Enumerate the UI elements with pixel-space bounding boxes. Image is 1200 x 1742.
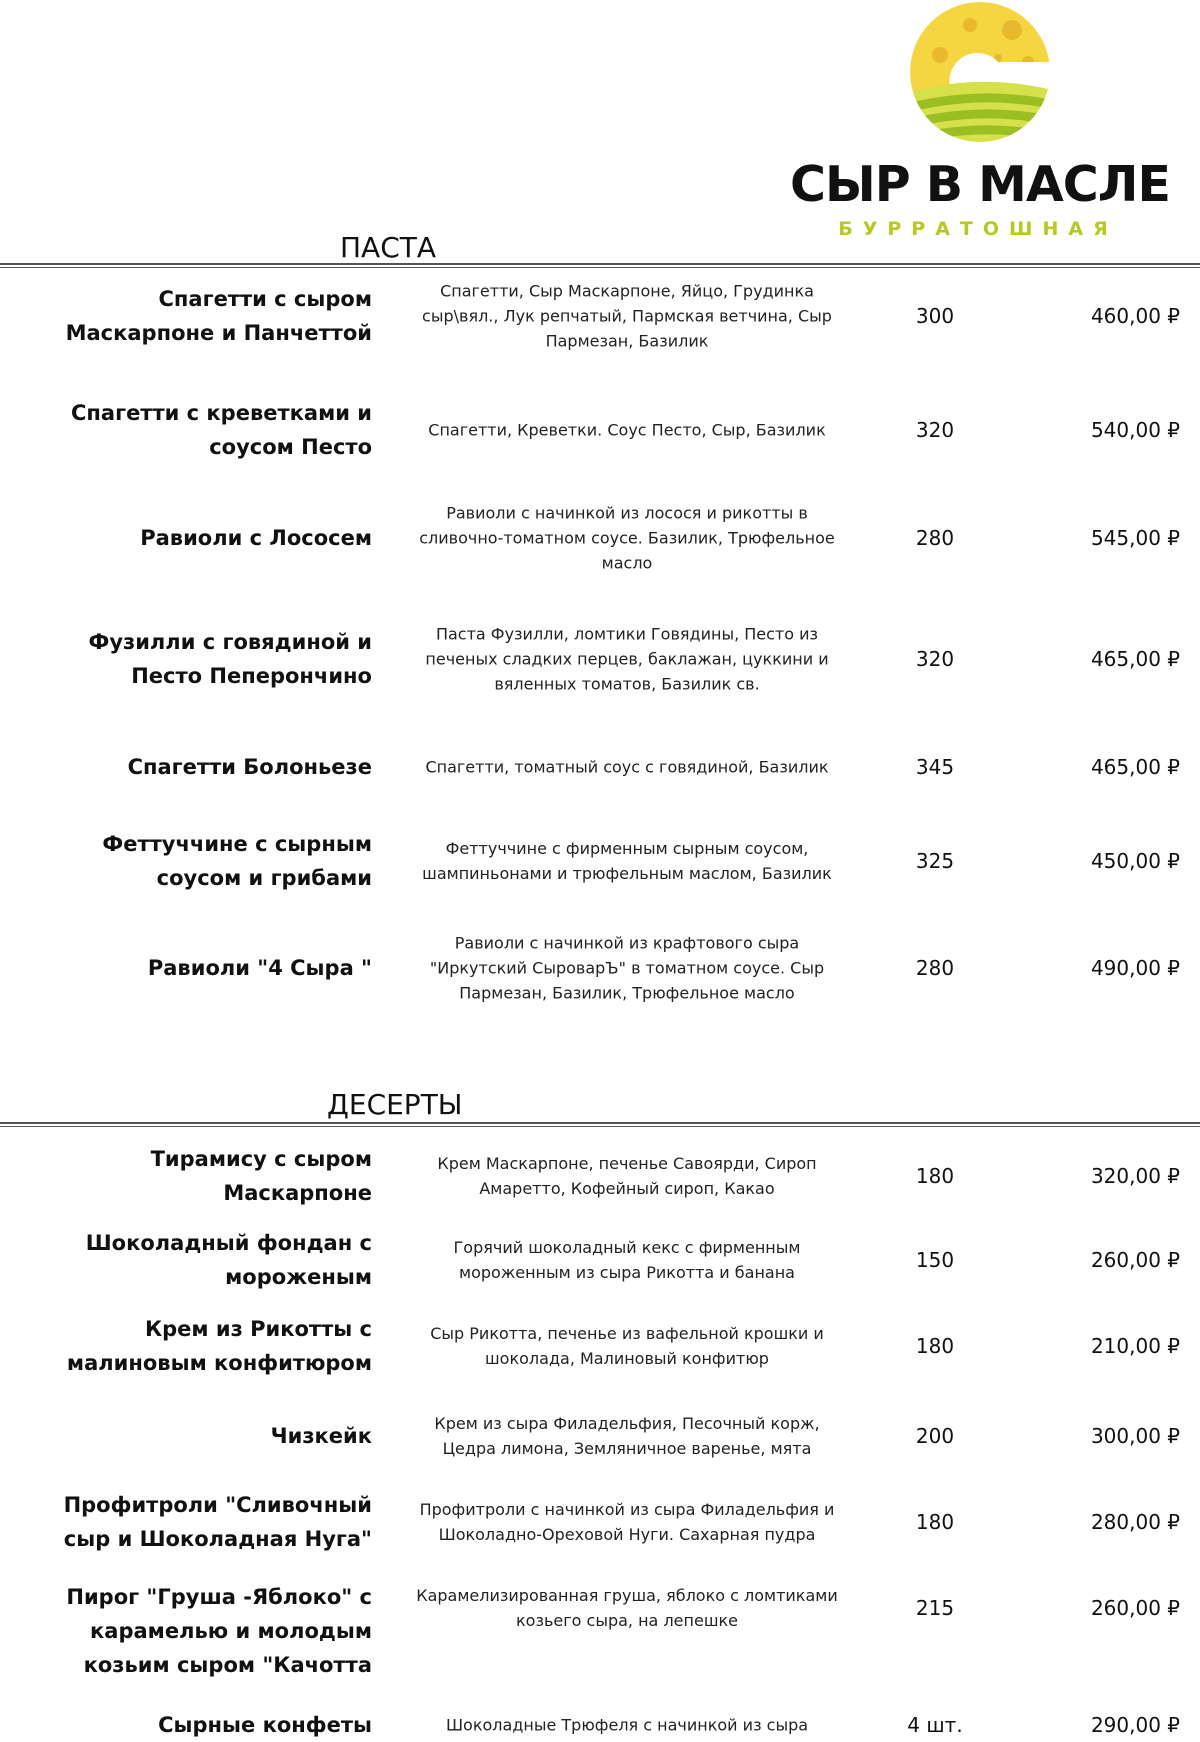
item-name-line: Равиоли "4 Сыра " xyxy=(147,956,372,980)
item-name-line: мороженым xyxy=(225,1265,372,1289)
item-name xyxy=(28,1142,372,1210)
menu-item xyxy=(0,278,1200,354)
item-price: 465,00 ₽ xyxy=(1090,755,1180,779)
item-name-line: Сырные конфеты xyxy=(158,1712,372,1737)
item-price: 290,00 ₽ xyxy=(1090,1712,1180,1737)
menu-item xyxy=(0,1312,1200,1380)
item-name xyxy=(28,521,372,555)
menu-item xyxy=(0,394,1200,466)
item-name-line: Маскарпоне и Панчеттой xyxy=(65,321,372,345)
item-name xyxy=(28,396,372,464)
item-name-line: Равиоли с Лососем xyxy=(140,526,372,550)
item-name-line: карамелью и молодым xyxy=(90,1619,372,1643)
item-name xyxy=(28,1580,372,1682)
item-name-line: Фузилли с говядиной и xyxy=(88,630,372,654)
item-name-line: Спагетти с сыром xyxy=(158,287,372,311)
item-weight: 325 xyxy=(915,849,955,873)
item-description: Равиоли с начинкой из крафтового сыра "Иркутский СыроварЪ" в томатном соусе. Сыр Пармезан, Базилик, Трюфельное масло xyxy=(429,933,825,1003)
brand-subtitle: БУРРАТОШНАЯ xyxy=(838,218,1118,240)
menu-item xyxy=(0,747,1200,787)
item-description: Шоколадные Трюфеля с начинкой из сыра xyxy=(445,1715,809,1735)
item-name-line: Профитроли "Сливочный xyxy=(63,1493,372,1517)
item-price: 460,00 ₽ xyxy=(1090,304,1180,328)
brand-logo xyxy=(790,0,1190,245)
item-name xyxy=(28,625,372,693)
item-weight: 300 xyxy=(915,304,955,328)
item-name-line: Феттуччине с сырным xyxy=(102,832,372,856)
item-weight: 345 xyxy=(915,755,955,779)
item-price: 320,00 ₽ xyxy=(1090,1164,1180,1188)
section-divider xyxy=(0,263,1200,268)
item-name-line: Спагетти с креветками и xyxy=(71,401,372,425)
item-name xyxy=(28,951,372,985)
item-name-line: Маскарпоне xyxy=(223,1181,372,1205)
item-description: Крем из сыра Филадельфия, Песочный корж, Цедра лимона, Земляничное варенье, мята xyxy=(434,1414,820,1458)
menu-item xyxy=(0,1484,1200,1560)
item-description: Спагетти, Креветки. Соус Песто, Сыр, Базилик xyxy=(428,420,826,440)
menu-item xyxy=(0,1226,1200,1294)
item-weight: 320 xyxy=(915,647,955,671)
item-name-line: Тирамису с сыром xyxy=(150,1147,372,1171)
item-name-line: Пирог "Груша -Яблоко" с xyxy=(66,1585,372,1609)
item-weight: 320 xyxy=(915,418,955,442)
menu-item xyxy=(0,930,1200,1006)
item-weight: 180 xyxy=(915,1510,955,1534)
item-weight: 180 xyxy=(915,1334,955,1358)
item-description: Сыр Рикотта, печенье из вафельной крошки и шоколада, Малиновый конфитюр xyxy=(430,1324,824,1368)
section-divider xyxy=(0,1122,1200,1127)
item-name-line: малиновым конфитюром xyxy=(66,1351,372,1375)
item-price: 260,00 ₽ xyxy=(1090,1595,1180,1620)
item-name xyxy=(28,282,372,350)
item-price: 540,00 ₽ xyxy=(1090,418,1180,442)
item-name-line: Песто Пеперончино xyxy=(131,664,372,688)
menu-item xyxy=(0,823,1200,899)
menu-item xyxy=(0,500,1200,576)
item-name-line: козьим сыром "Качотта xyxy=(83,1653,372,1677)
brand-title: СЫР В МАСЛЕ xyxy=(790,156,1170,213)
menu-item xyxy=(0,1142,1200,1210)
item-weight: 215 xyxy=(915,1595,955,1620)
item-name xyxy=(28,1488,372,1556)
item-weight: 280 xyxy=(915,956,955,980)
item-name-line: соусом Песто xyxy=(209,435,372,459)
item-description: Профитроли с начинкой из сыра Филадельфия и Шоколадно-Ореховой Нуги. Сахарная пудра xyxy=(419,1500,835,1544)
menu-item xyxy=(0,621,1200,697)
item-price: 260,00 ₽ xyxy=(1090,1248,1180,1272)
item-price: 450,00 ₽ xyxy=(1090,849,1180,873)
section-title-desserts: ДЕСЕРТЫ xyxy=(327,1088,463,1121)
item-description: Спагетти, Сыр Маскарпоне, Яйцо, Грудинка сыр\вял., Лук репчатый, Пармская ветчина, Сыр Пармезан, Базилик xyxy=(422,281,832,351)
menu-item xyxy=(0,1408,1200,1464)
item-name xyxy=(28,1226,372,1294)
menu-item xyxy=(0,1578,1200,1684)
item-name-line: Крем из Рикотты с xyxy=(144,1317,372,1341)
item-description: Равиоли с начинкой из лосося и рикотты в сливочно-томатном соусе. Базилик, Трюфельное масло xyxy=(419,503,835,573)
item-weight: 4 шт. xyxy=(907,1712,963,1737)
item-description: Крем Маскарпоне, печенье Савоярди, Сироп Амаретто, Кофейный сироп, Какао xyxy=(437,1154,817,1198)
item-description: Карамелизированная груша, яблоко с ломтиками козьего сыра, на лепешке xyxy=(416,1585,838,1630)
item-weight: 180 xyxy=(915,1164,955,1188)
item-price: 210,00 ₽ xyxy=(1090,1334,1180,1358)
item-name xyxy=(28,827,372,895)
item-price: 465,00 ₽ xyxy=(1090,647,1180,671)
item-weight: 150 xyxy=(915,1248,955,1272)
item-name-line: Чизкейк xyxy=(270,1424,372,1448)
item-description: Феттуччине с фирменным сырным соусом, шампиньонами и трюфельным маслом, Базилик xyxy=(422,839,832,883)
item-name-line: сыр и Шоколадная Нуга" xyxy=(63,1527,372,1551)
item-price: 300,00 ₽ xyxy=(1090,1424,1180,1448)
item-name-line: Шоколадный фондан с xyxy=(85,1231,372,1255)
item-weight: 280 xyxy=(915,526,955,550)
item-description: Паста Фузилли, ломтики Говядины, Песто из печеных сладких перцев, баклажан, цуккини и вяленных томатов, Базилик св. xyxy=(425,624,829,694)
section-title-pasta: ПАСТА xyxy=(340,231,437,264)
item-price: 280,00 ₽ xyxy=(1090,1510,1180,1534)
item-description: Спагетти, томатный соус с говядиной, Базилик xyxy=(425,757,829,777)
item-description: Горячий шоколадный кекс с фирменным мороженным из сыра Рикотта и банана xyxy=(453,1238,801,1282)
item-name xyxy=(28,1708,372,1742)
item-name xyxy=(28,1312,372,1380)
item-name-line: Спагетти Болоньезе xyxy=(127,755,372,779)
item-name-line: соусом и грибами xyxy=(156,866,372,890)
menu-item xyxy=(0,1706,1200,1736)
item-name xyxy=(28,750,372,784)
item-name xyxy=(28,1419,372,1453)
item-price: 490,00 ₽ xyxy=(1090,956,1180,980)
item-weight: 200 xyxy=(915,1424,955,1448)
cheese-field-logo-icon xyxy=(900,0,1060,150)
item-price: 545,00 ₽ xyxy=(1090,526,1180,550)
